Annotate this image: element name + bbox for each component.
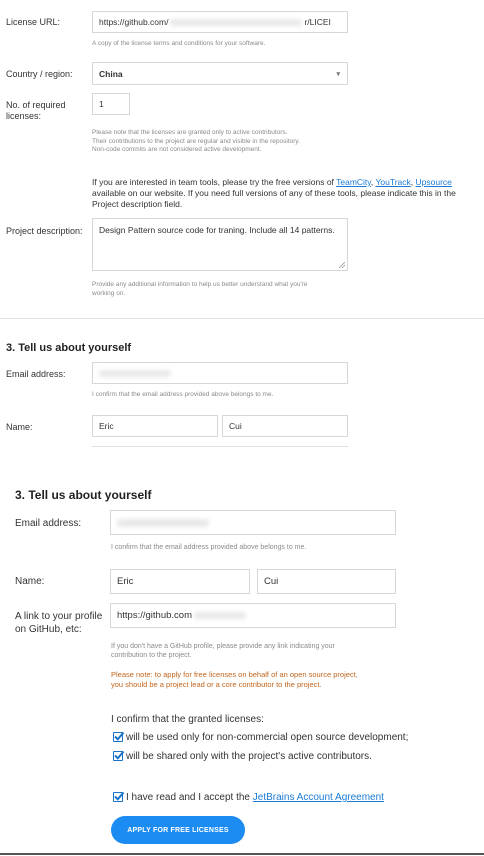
required-licenses-hint-line3: Non-code commits are not considered active development. (92, 146, 262, 153)
noncommercial-label: will be used only for non-commercial open source development; (126, 732, 409, 743)
agreement-checkbox[interactable] (113, 792, 123, 802)
redacted-text (170, 19, 302, 26)
required-licenses-hint-line2: Their contributions to the project are regular and visible in the repository. (92, 137, 300, 145)
profile-hint-line1: If you don't have a GitHub profile, please provide any link indicating your (111, 643, 335, 650)
agreement-text (126, 791, 384, 804)
bottom-border (0, 853, 484, 855)
youtrack-link[interactable]: YouTrack (375, 177, 411, 187)
email-label-small: Email address: (6, 369, 66, 379)
upsource-link[interactable]: Upsource (415, 177, 452, 187)
project-description-hint (92, 281, 308, 298)
redacted-email (99, 370, 171, 377)
name-divider (92, 446, 348, 447)
required-licenses-input[interactable]: 1 (92, 93, 130, 115)
license-url-input[interactable] (92, 11, 348, 33)
project-description-hint-line1: Provide any additional information to help us better understand what you're (92, 281, 308, 288)
agreement-prefix: I have read and I accept the (126, 792, 253, 803)
profile-label-line1: A link to your profile (15, 611, 103, 622)
shared-label: will be shared only with the project's active contributors. (126, 751, 372, 762)
project-description-textarea[interactable] (92, 218, 348, 271)
name-label-small: Name: (6, 422, 33, 432)
country-select[interactable] (92, 62, 348, 85)
profile-label (15, 610, 102, 636)
profile-label-line2: on GitHub, etc: (15, 624, 82, 635)
country-label: Country / region: (6, 69, 73, 79)
team-tools-paragraph: If you are interested in team tools, please try the free versions of TeamCity, YouTrack, Upsource available on our website. If you need full versions of any of these tools, please indicate this in the Project description field. (92, 177, 456, 209)
email-hint-large: I confirm that the email address provided above belongs to me. (111, 544, 307, 551)
required-licenses-hint-line1: Please note that the licenses are granted only to active contributors. (92, 129, 288, 136)
redacted-email (117, 519, 209, 527)
note-line1: Please note: to apply for free licenses on behalf of an open source project, (111, 670, 358, 679)
account-agreement-link[interactable]: JetBrains Account Agreement (252, 792, 384, 803)
confirm-heading: I confirm that the granted licenses: (111, 714, 264, 725)
email-label-large: Email address: (15, 518, 82, 529)
team-tools-text-before: If you are interested in team tools, please try the free versions of (92, 177, 337, 187)
section-title-small: 3. Tell us about yourself (6, 342, 132, 354)
redacted-text (194, 612, 246, 619)
last-name-input-large[interactable]: Cui (257, 569, 396, 594)
checkmark-icon (113, 730, 125, 742)
shared-checkbox[interactable] (113, 751, 123, 761)
profile-hint (111, 642, 335, 660)
apply-button[interactable]: APPLY FOR FREE LICENSES (111, 816, 245, 844)
required-licenses-label (6, 100, 66, 122)
email-input-large[interactable] (110, 510, 396, 535)
project-description-hint-line2: working on. (92, 289, 126, 297)
required-licenses-hint (92, 129, 300, 155)
name-label-large: Name: (15, 576, 45, 587)
project-description-label: Project description: (6, 226, 83, 236)
teamcity-link[interactable]: TeamCity (336, 177, 371, 187)
chevron-down-icon: ▾ (336, 70, 340, 78)
profile-hint-line2: contribution to the project. (111, 652, 192, 659)
note-line2: you should be a project lead or a core contributor to the project. (111, 680, 322, 689)
noncommercial-checkbox[interactable] (113, 732, 123, 742)
profile-link-input[interactable] (110, 603, 396, 628)
license-url-hint: A copy of the license terms and conditions for your software. (92, 40, 266, 47)
last-name-input-small[interactable]: Cui (222, 415, 348, 437)
email-hint-small: I confirm that the email address provided above belongs to me. (92, 391, 274, 398)
country-value: China (99, 68, 123, 79)
resize-handle-icon[interactable] (339, 262, 345, 268)
checkmark-icon (113, 749, 125, 761)
project-lead-note (111, 670, 358, 690)
license-url-label: License URL: (6, 17, 61, 27)
email-input-small[interactable] (92, 362, 348, 384)
project-description-value: Design Pattern source code for traning. Include all 14 patterns. (99, 225, 335, 235)
license-url-prefix: https://github.com/ (99, 17, 169, 27)
first-name-input-large[interactable]: Eric (110, 569, 250, 594)
section-title-large: 3. Tell us about yourself (15, 488, 152, 502)
team-tools-text-after: available on our website. If you need full versions of any of these tools, please indicate this in the Project description field. (92, 188, 456, 209)
first-name-input-small[interactable]: Eric (92, 415, 218, 437)
profile-link-value: https://github.com (117, 610, 192, 621)
section-divider (0, 318, 484, 319)
required-licenses-label-line1: No. of required (6, 100, 66, 110)
checkmark-icon (113, 790, 125, 802)
license-url-suffix: r/LICEI (304, 17, 331, 27)
required-licenses-label-line2: licenses: (6, 111, 42, 121)
